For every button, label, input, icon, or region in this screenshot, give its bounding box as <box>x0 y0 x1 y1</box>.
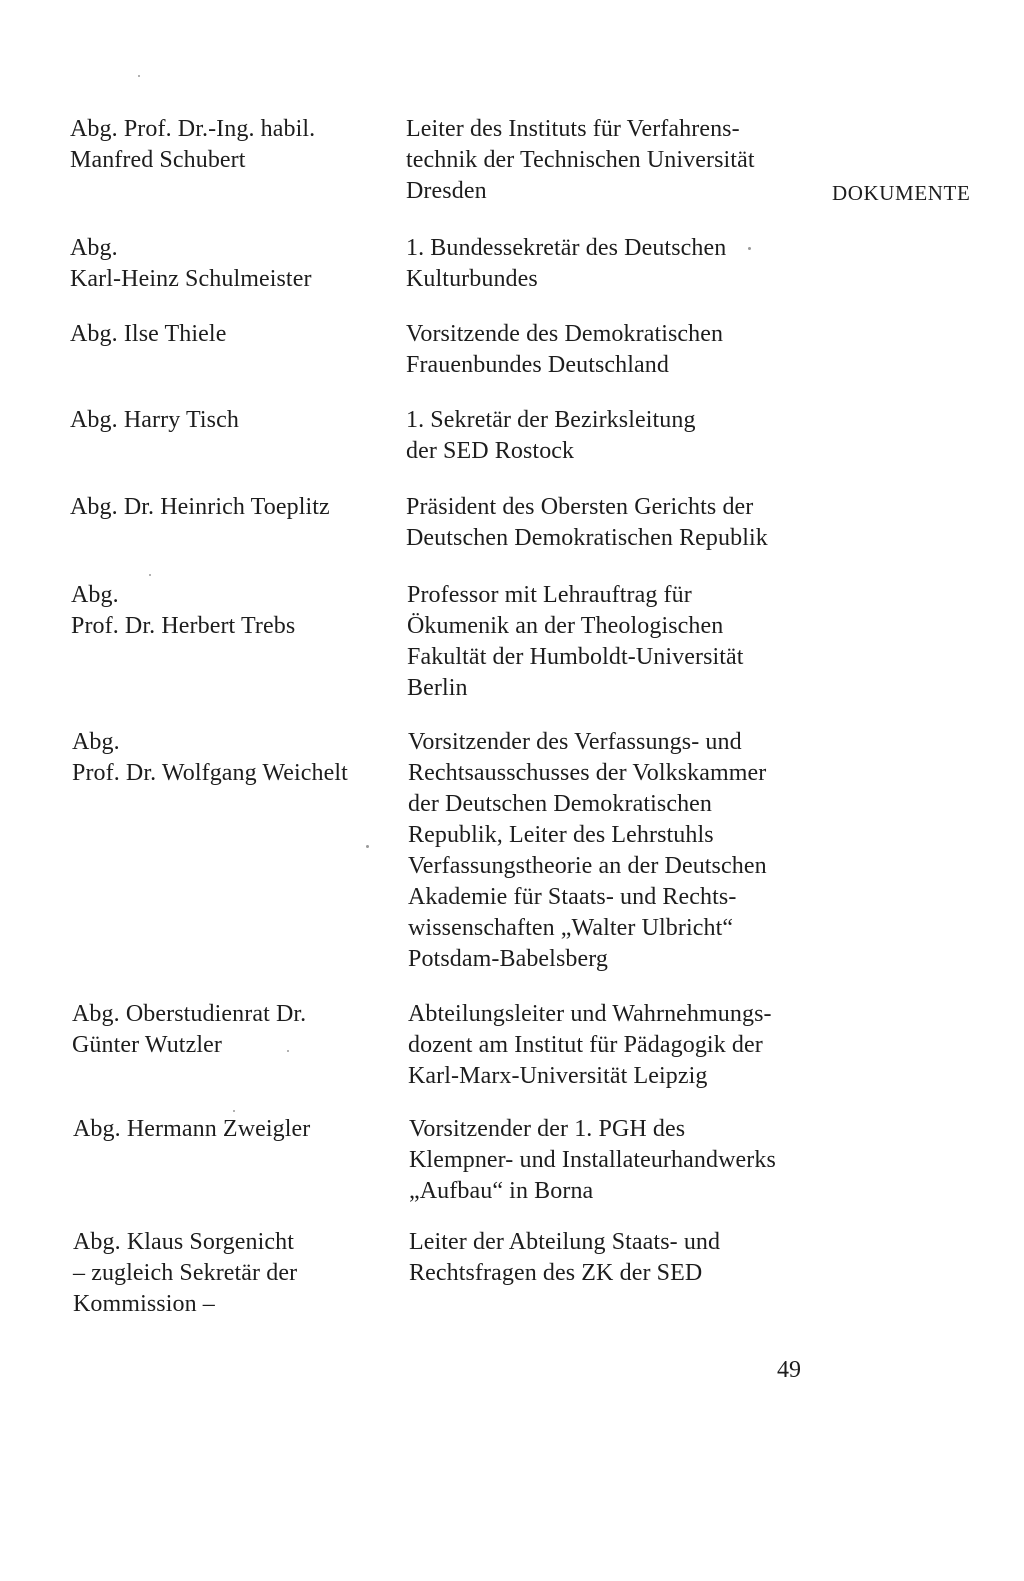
member-description: Professor mit Lehrauftrag für Ökumenik an der Theologischen Fakultät der Humboldt-Universität Berlin <box>407 582 744 701</box>
print-speck <box>138 75 140 77</box>
member-name: Abg. Prof. Dr. Wolfgang Weichelt <box>72 729 348 786</box>
member-description: 1. Sekretär der Bezirksleitung der SED Rostock <box>406 407 696 464</box>
member-description: Vorsitzender der 1. PGH des Klempner- und Installateurhandwerks „Aufbau“ in Borna <box>409 1116 776 1204</box>
member-description: Vorsitzender des Verfassungs- und Rechtsausschusses der Volkskammer der Deutschen Demokratischen Republik, Leiter des Lehrstuhls Verfassungstheorie an der Deutschen Akademie für Staats- und Rechts- wissenschaften „Walter Ulbricht“ Potsdam-Babelsberg <box>408 729 767 972</box>
member-name: Abg. Klaus Sorgenicht – zugleich Sekretär der Kommission – <box>73 1229 298 1317</box>
member-description: 1. Bundessekretär des Deutschen Kulturbundes <box>406 235 727 292</box>
member-name: Abg. Ilse Thiele <box>70 321 227 347</box>
member-name: Abg. Karl-Heinz Schulmeister <box>70 235 312 292</box>
print-speck <box>149 574 151 576</box>
member-name: Abg. Oberstudienrat Dr. Günter Wutzler <box>72 1001 307 1058</box>
print-speck <box>287 1050 289 1052</box>
print-speck <box>366 845 369 848</box>
member-description: Abteilungsleiter und Wahrnehmungs- dozent am Institut für Pädagogik der Karl-Marx-Universität Leipzig <box>408 1001 772 1089</box>
member-name: Abg. Hermann Zweigler <box>73 1116 311 1142</box>
print-speck <box>748 247 751 250</box>
member-name: Abg. Dr. Heinrich Toeplitz <box>70 494 330 520</box>
member-name: Abg. Prof. Dr.-Ing. habil. Manfred Schubert <box>70 116 316 173</box>
print-speck <box>233 1110 235 1112</box>
member-description: Leiter des Instituts für Verfahrens- technik der Technischen Universität Dresden <box>406 116 755 204</box>
member-name: Abg. Prof. Dr. Herbert Trebs <box>71 582 296 639</box>
member-description: Vorsitzende des Demokratischen Frauenbundes Deutschland <box>406 321 724 378</box>
section-label: DOKUMENTE <box>832 181 971 205</box>
member-description: Präsident des Obersten Gerichts der Deutschen Demokratischen Republik <box>406 494 768 551</box>
member-name: Abg. Harry Tisch <box>70 407 239 433</box>
member-description: Leiter der Abteilung Staats- und Rechtsfragen des ZK der SED <box>409 1229 721 1286</box>
page-number: 49 <box>777 1357 801 1383</box>
